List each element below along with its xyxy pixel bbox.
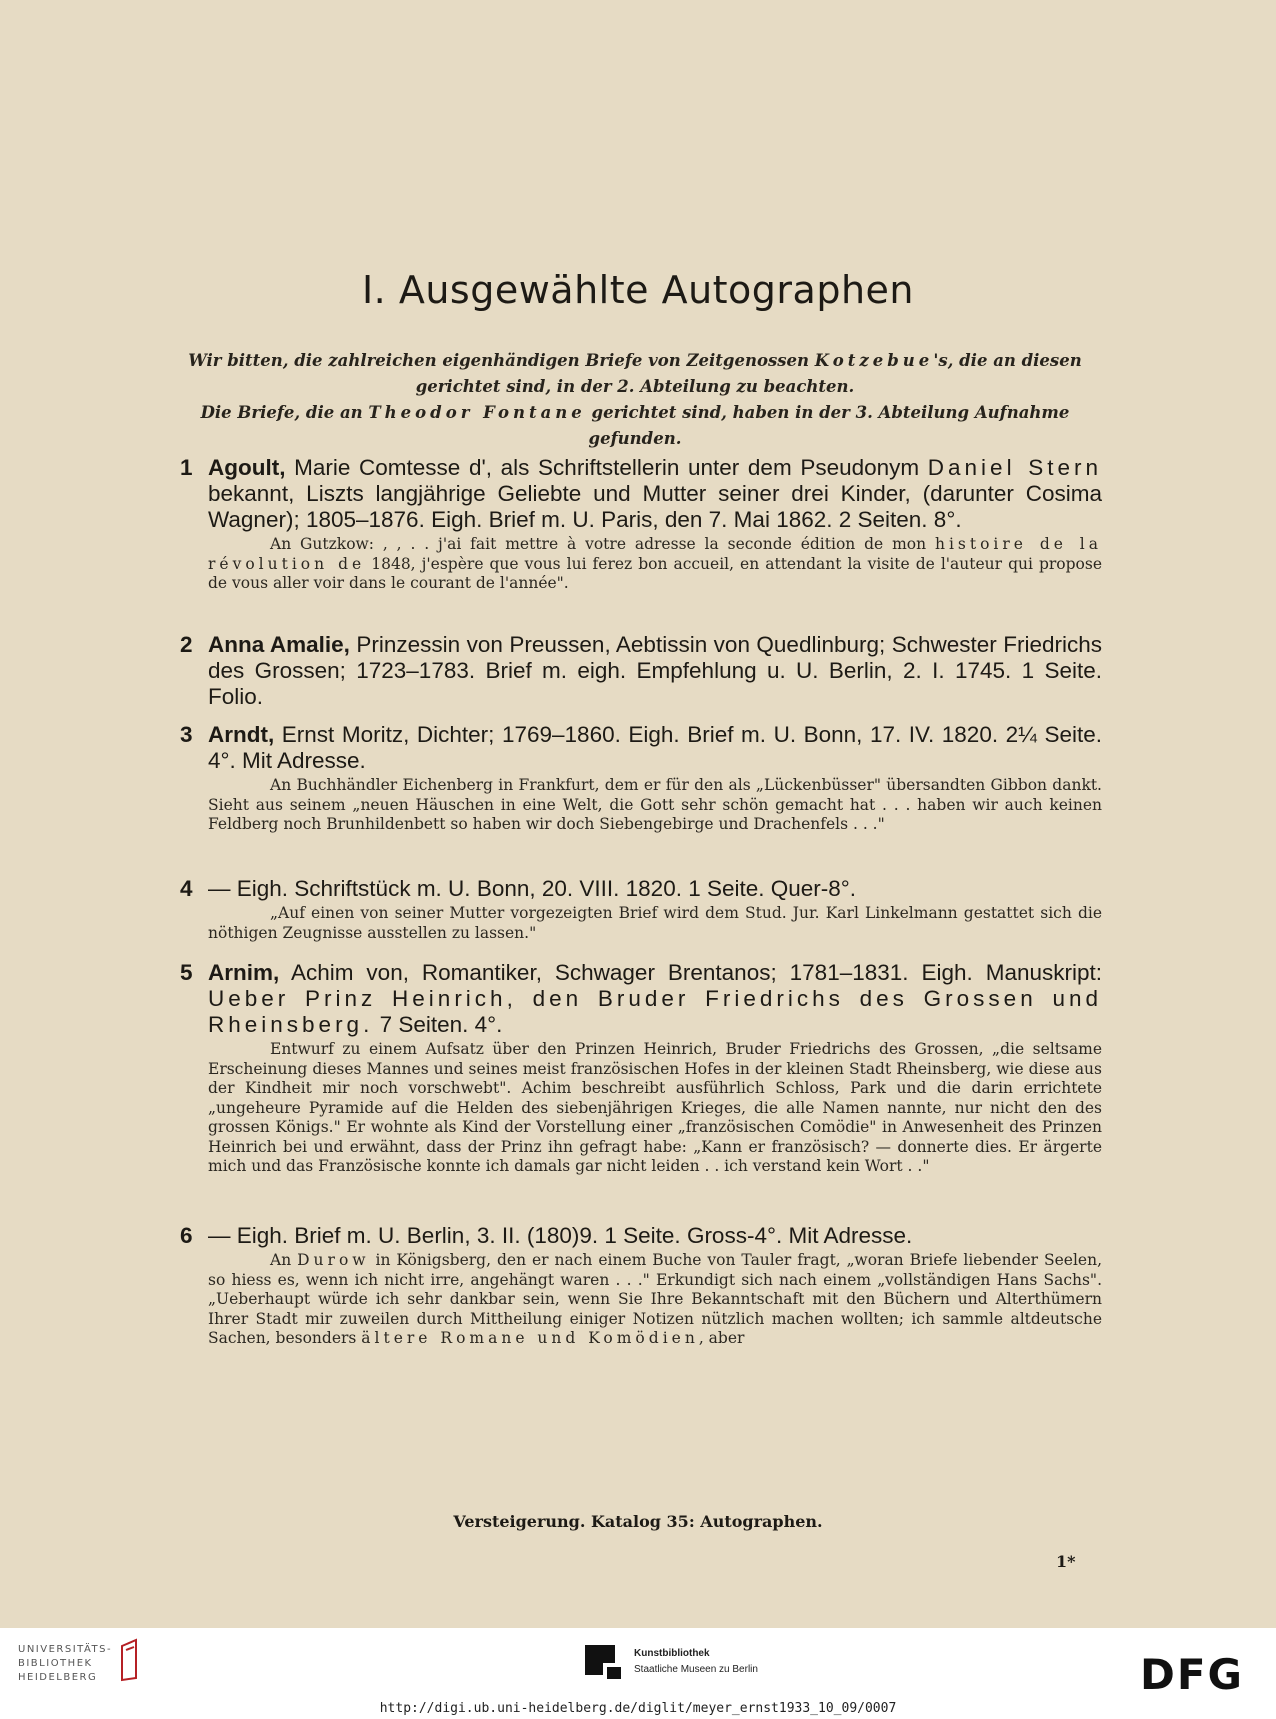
entry-number: 4 [180,876,193,901]
university-library-logo[interactable]: UNIVERSITÄTS- BIBLIOTHEK HEIDELBERG [18,1644,113,1683]
spaced-text: ältere Romane und Komödien [361,1329,699,1347]
entry-name: Agoult, [208,455,286,480]
intro-paragraph-2: Die Briefe, die an Theodor Fontane gerichtet sind, haben in der 3. Abteilung Aufnahme gefunden. [200,403,1070,448]
entry-heading: 3 Arndt, Ernst Moritz, Dichter; 1769–1860. Eigh. Brief m. U. Bonn, 17. IV. 1820. 2¼ Seite. 4°. Mit Adresse. [180,722,1102,773]
spaced-name: Theodor Fontane [368,403,586,422]
entry-number: 3 [180,722,193,747]
entry-name: Arndt, [208,722,275,747]
intro-note [170,348,1100,452]
entry-number: 6 [180,1223,193,1248]
entry-heading: 6 — Eigh. Brief m. U. Berlin, 3. II. (180)9. 1 Seite. Gross-4°. Mit Adresse. [180,1223,913,1248]
catalog-entry-1 [180,455,1102,594]
page-number: 1* [1056,1552,1076,1571]
spaced-text: histoire de la révolution de [208,535,1102,573]
entry-heading: 4 — Eigh. Schriftstück m. U. Bonn, 20. VIII. 1820. 1 Seite. Quer-8°. [180,876,857,901]
catalog-entry-5 [180,960,1102,1177]
catalog-entry-3 [180,722,1102,835]
entry-heading: 5 Arnim, Achim von, Romantiker, Schwager Brentanos; 1781–1831. Eigh. Manuskript: Ueber Prinz Heinrich, den Bruder Friedrichs des Grossen und Rheinsberg. 7 Seiten. 4°. [180,960,1102,1037]
entry-number: 1 [180,455,193,480]
entry-description: An Buchhändler Eichenberg in Frankfurt, dem er für den als „Lückenbüsser" übersandten Gibbon dankt. Sieht aus seinem „neuen Häuschen in eine Welt, die Gott sehr schön gemacht hat . . . haben wir auch keinen Feldberg noch Brunhildenbett so haben wir doch Siebengebirge und Drachenfels . . ." [208,776,1102,833]
catalog-entry-4 [180,876,1102,943]
entry-description: Entwurf zu einem Aufsatz über den Prinzen Heinrich, Bruder Friedrichs des Grossen, „die seltsame Erscheinung dieses Mannes und seines meist französischen Hofes in der kleinen Stadt Rheinsberg, wie diese aus der Kindheit mir noch vorschwebt". Achim beschreibt ausführlich Schloss, Park und die darin errichtete „ungeheure Pyramide auf die Helden des siebenjährigen Krieges, die alle Namen nannte, nur nicht den des grossen Königs." Er wohnte als Kind der Vorstellung einer „französischen Comödie" in Anwesenheit des Prinzen Heinrich bei und erwähnt, dass der Prinz ihn gefragt habe: „Kann er französisch? — donnerte dies. Er ärgerte mich und das Französische konnte ich damals gar nicht leiden . . ich verstand kein Wort . ." [208,1040,1102,1175]
spaced-name: Kotzebue [814,351,934,370]
entry-description: „Auf einen von seiner Mutter vorgezeigten Brief wird dem Stud. Jur. Karl Linkelmann gestattet sich die nöthigen Zeugnisse ausstellen zu lassen." [208,904,1102,942]
catalog-entry-2 [180,632,1102,710]
catalog-entry-6 [180,1223,1102,1349]
entry-name: Arnim, [208,960,280,985]
library-emblem-icon [120,1638,142,1682]
spaced-title: Ueber Prinz Heinrich, den Bruder Friedrichs des Grossen und Rheinsberg. [208,986,1102,1037]
catalog-footer: Versteigerung. Katalog 35: Autographen. [453,1512,823,1531]
kunstbibliothek-logo-icon [585,1645,623,1681]
entry-heading: 1 Agoult, Marie Comtesse d', als Schriftstellerin unter dem Pseudonym Daniel Stern bekannt, Liszts langjährige Geliebte und Mutter seiner drei Kinder, (darunter Cosima Wagner); 1805–1876. Eigh. Brief m. U. Paris, den 7. Mai 1862. 2 Seiten. 8°. [180,455,1102,532]
source-url[interactable]: http://digi.ub.uni-heidelberg.de/diglit/meyer_ernst1933_10_09/0007 [379,1701,897,1716]
entry-description: An Durow in Königsberg, den er nach einem Buche von Tauler fragt, „woran Briefe liebender Seelen, so hiess es, wenn ich nicht irre, angehängt waren . . ." Erkundigt sich nach einem „vollständigen Hans Sachs". „Ueberhaupt würde ich sehr dankbar sein, wenn Sie Ihre Bekanntschaft mit den Büchern und Alterthümern Ihrer Stadt mir zuweilen durch Mittheilung einiger Notizen nützlich machen wollten; ich sammle altdeutsche Sachen, besonders ältere Romane und Komödien, aber [208,1251,1102,1347]
intro-paragraph-1: Wir bitten, die zahlreichen eigenhändigen Briefe von Zeitgenossen Kotzebue's, die an diesen gerichtet sind, in der 2. Abteilung zu beachten. [188,351,1082,396]
entry-description: An Gutzkow: , , . . j'ai fait mettre à votre adresse la seconde édition de mon histoire de la révolution de 1848, j'espère que vous lui ferez bon accueil, en attendant la visite de l'auteur qui propose de vous aller voir dans le courant de l'année". [208,535,1102,592]
entry-number: 5 [180,960,193,985]
digitization-bar [0,1628,1276,1719]
spaced-name: Daniel Stern [927,455,1102,480]
entry-name: Anna Amalie, [208,632,350,657]
page-title: I. Ausgewählte Autographen [361,268,915,312]
spaced-name: Durow [297,1251,370,1269]
entry-heading: 2 Anna Amalie, Prinzessin von Preussen, Aebtissin von Quedlinburg; Schwester Friedrichs des Grossen; 1723–1783. Brief m. eigh. Empfehlung u. U. Berlin, 2. I. 1745. 1 Seite. Folio. [180,632,1102,709]
kunstbibliothek-label[interactable]: Kunstbibliothek Staatliche Museen zu Berlin [634,1648,758,1675]
entry-number: 2 [180,632,193,657]
dfg-logo[interactable]: DFG [1140,1650,1245,1699]
